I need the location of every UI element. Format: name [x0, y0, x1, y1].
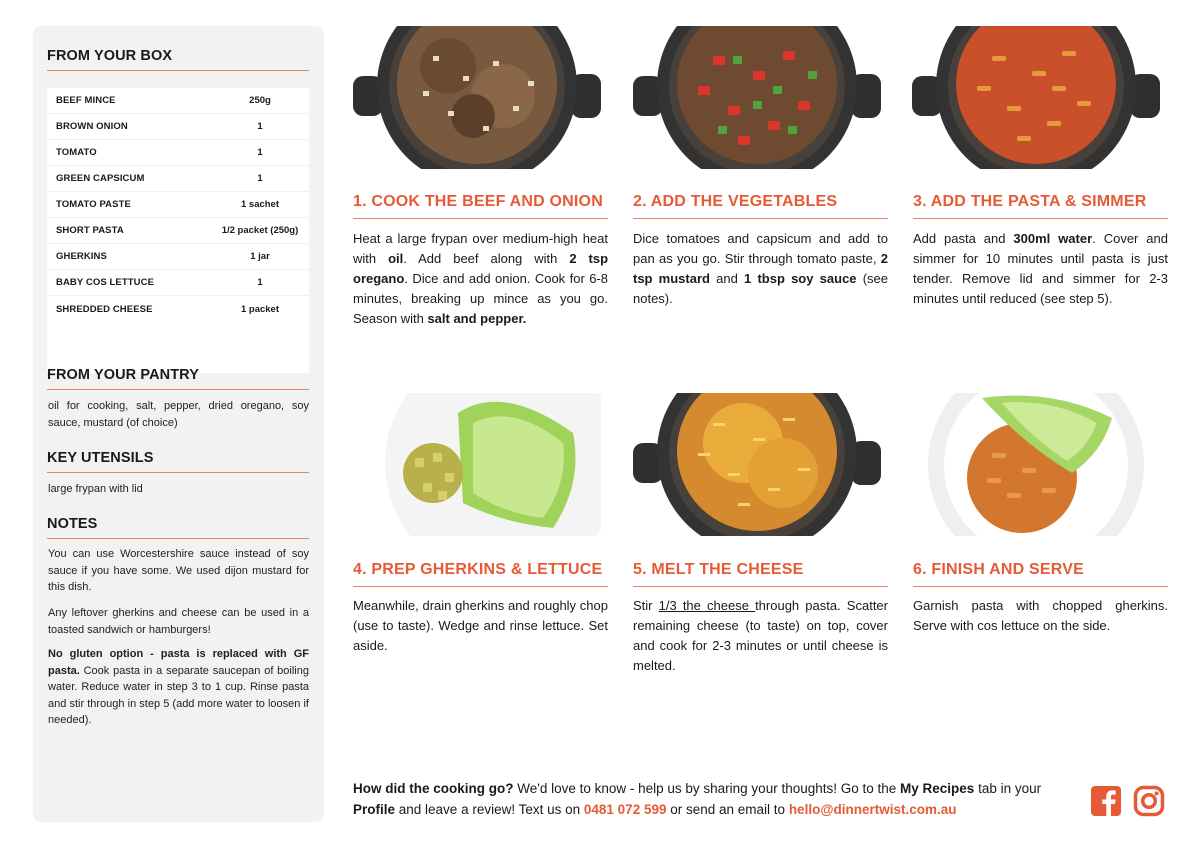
ingredients-table [47, 88, 309, 373]
feedback-footer [353, 778, 1073, 820]
step-text-part: Heat a large frypan over medium-high heat with [353, 231, 608, 266]
ingredient-qty: 250g [249, 95, 271, 106]
step-1-photo [353, 26, 601, 169]
step-text-part: Dice tomatoes and capsicum and add to pan as you go. Stir through tomato paste, [633, 231, 888, 266]
ingredients-sidebar [33, 26, 324, 822]
step-3-photo [912, 26, 1160, 169]
ingredient-name: SHORT PASTA [56, 225, 124, 236]
step-text-part: Add pasta and [913, 231, 1014, 246]
step-3-text [913, 229, 1168, 309]
ingredient-row [47, 296, 309, 322]
note-3 [48, 646, 309, 729]
ingredient-name: TOMATO [56, 147, 97, 158]
step-text-part: . Add beef along with [403, 251, 570, 266]
step-2-photo [633, 26, 881, 169]
step-6-title: 6. FINISH AND SERVE [913, 561, 1168, 587]
step-text-part: Stir [633, 598, 659, 613]
step-text-part: through pasta. Scatter remaining cheese (to taste) on top, cover and cook for 2-3 minutes or until cheese is melted. [633, 598, 888, 673]
ingredient-row [47, 192, 309, 218]
step-4-photo [353, 393, 601, 536]
step-6-text: Garnish pasta with chopped gherkins. Serve with cos lettuce on the side. [913, 598, 1168, 633]
instagram-icon[interactable] [1133, 785, 1165, 817]
step-text-part: . Dice and add onion. Cook for 6-8 minutes, breaking up mince as you go. Season with [353, 271, 608, 326]
ingredient-qty: 1 [257, 147, 263, 158]
step-4-title: 4. PREP GHERKINS & LETTUCE [353, 561, 608, 587]
phone-link[interactable]: 0481 072 599 [583, 802, 667, 817]
step-text-underline: 1/3 the cheese [658, 598, 756, 613]
notes-title: NOTES [47, 516, 309, 539]
footer-text: We'd love to know - help us by sharing your thoughts! Go to the [513, 781, 901, 796]
step-1-text [353, 229, 608, 329]
email-link[interactable]: hello@dinnertwist.com.au [788, 802, 957, 817]
step-2-text [633, 229, 888, 309]
ingredient-row [47, 166, 309, 192]
pantry-title: FROM YOUR PANTRY [47, 367, 309, 390]
step-text-part: and [709, 271, 745, 286]
utensils-text: large frypan with lid [48, 483, 143, 495]
step-5-title: 5. MELT THE CHEESE [633, 561, 888, 587]
ingredient-row [47, 114, 309, 140]
note-3-bold: No gluten option - pasta is replaced with GF pasta. [48, 648, 309, 677]
step-text-bold: salt and pepper. [427, 311, 527, 326]
ingredient-qty: 1 jar [250, 251, 270, 262]
pantry-text: oil for cooking, salt, pepper, dried oregano, soy sauce, mustard (of choice) [48, 400, 309, 429]
ingredient-qty: 1 packet [240, 303, 280, 315]
footer-text: tab in your [974, 781, 1042, 796]
ingredient-name: SHREDDED CHEESE [56, 303, 153, 315]
ingredient-qty: 1 sachet [240, 199, 280, 210]
step-text-bold: 300ml water [1013, 231, 1093, 246]
ingredient-name: GREEN CAPSICUM [56, 173, 145, 184]
ingredient-qty: 1 [257, 121, 263, 132]
step-2-title: 2. ADD THE VEGETABLES [633, 193, 888, 219]
ingredient-row [47, 140, 309, 166]
ingredient-qty: 1/2 packet (250g) [221, 225, 299, 236]
footer-text: or send an email to [666, 802, 789, 817]
footer-bold: How did the cooking go? [353, 781, 514, 796]
my-recipes-link[interactable]: My Recipes [900, 781, 975, 796]
step-text-bold: 2 tsp mustard [633, 251, 888, 286]
ingredient-name: TOMATO PASTE [56, 199, 131, 210]
step-5-text [633, 596, 888, 676]
step-text-bold: 1 tbsp soy sauce [744, 271, 857, 286]
ingredient-name: BEEF MINCE [56, 95, 116, 106]
ingredient-row [47, 218, 309, 244]
note-2: Any leftover gherkins and cheese can be used in a toasted sandwich or hamburgers! [48, 607, 309, 636]
ingredient-name: BABY COS LETTUCE [56, 277, 155, 288]
step-6-photo [912, 393, 1160, 536]
step-text-part: (see notes). [633, 271, 889, 306]
ingredient-row [47, 270, 309, 296]
facebook-icon[interactable] [1090, 785, 1122, 817]
note-1: You can use Worcestershire sauce instead of soy sauce if you have some. We used dijon mustard for this dish. [48, 548, 309, 593]
step-4-text: Meanwhile, drain gherkins and roughly chop (use to taste). Wedge and rinse lettuce. Set aside. [353, 598, 608, 653]
ingredient-row [47, 244, 309, 270]
ingredient-name: GHERKINS [56, 251, 107, 262]
ingredient-qty: 1 [257, 173, 263, 184]
ingredient-name: BROWN ONION [56, 121, 128, 132]
footer-text: and leave a review! Text us on [395, 802, 584, 817]
step-text-bold: 2 tsp oregano [353, 251, 609, 286]
step-5-photo [633, 393, 881, 536]
ingredient-row [47, 88, 309, 114]
utensils-title: KEY UTENSILS [47, 450, 309, 473]
ingredient-qty: 1 [257, 277, 263, 288]
profile-link[interactable]: Profile [353, 802, 396, 817]
from-your-box-title: FROM YOUR BOX [47, 48, 309, 71]
step-3-title: 3. ADD THE PASTA & SIMMER [913, 193, 1168, 219]
step-1-title: 1. COOK THE BEEF AND ONION [353, 193, 608, 219]
step-text-bold: oil [388, 251, 404, 266]
note-3-text: Cook pasta in a separate saucepan of boiling water. Reduce water in step 3 to 1 cup. Rinse pasta and stir through in step 5 (add more water to loosen if needed). [48, 664, 309, 726]
step-text-part: . Cover and simmer for 10 minutes until pasta is just tender. Remove lid and simmer for 2-3 minutes until reduced (see step 5). [913, 231, 1168, 306]
